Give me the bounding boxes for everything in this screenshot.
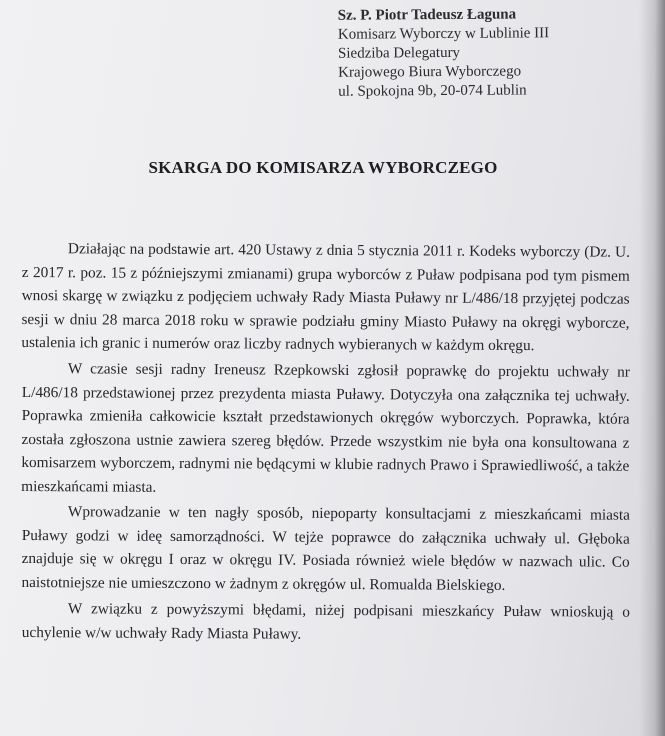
page-edge-shadow [639, 0, 665, 736]
recipient-name: Sz. P. Piotr Tadeusz Łaguna [337, 6, 517, 24]
paragraph: Wprowadzanie w ten nagły sposób, niepoparty konsultacjami z mieszkańcami miasta Puławy godzi w ideę samorządności. W tejże poprawce do załącznika uchwały ul. Głęboka znajduje się w okręgu I oraz w okręgu IV. Posiada również wiele błędów w nazwach ulic. Co naistotniejsze nie umieszczono w żadnym z okręgów ul. Romualda Bielskiego. [21, 503, 630, 595]
paragraph: W związku z powyższymi błędami, niżej podpisani mieszkańcy Puław wnioskują o uchylenie w/w uchwały Rady Miasta Puławy. [21, 600, 630, 643]
document-title: SKARGA DO KOMISARZA WYBORCZEGO [148, 158, 498, 177]
paragraph: W czasie sesji radny Ireneusz Rzepkowski zgłosił poprawkę do projektu uchwały nr L/486/18 przedstawionej przez prezydenta miasta Puławy. Dotyczyła ona załącznika tej uchwały. Poprawka zmieniła całkowicie kształt przedstawionych okręgów wyborczych. Poprawka, która została zgłoszona ustnie zawiera szereg błędów. Przede wszystkim nie była ona konsultowana z komisarzem wyborczem, radnymi nie będącymi w klubie radnych Prawo i Sprawiedliwość, a także mieszkańcami miasta. [21, 360, 630, 497]
recipient-line: Siedziba Delegatury [337, 44, 461, 62]
recipient-line: ul. Spokojna 9b, 20-074 Lublin [338, 82, 527, 100]
paragraph: Działając na podstawie art. 420 Ustawy z dnia 5 stycznia 2011 r. Kodeks wyborczy (Dz. U. z 2017 r. poz. 15 z późniejszymi zmianami) grupa wyborców z Puław podpisana pod tym pismem wnosi skargę w związku z podjęciem uchwały Rady Miasta Puławy nr L/486/18 przyjętej podczas sesji w dniu 28 marca 2018 roku w sprawie podziału gminy Miasto Puławy na okręgi wyborcze, ustalenia ich granic i numerów oraz liczby radnych wybieranych w każdym okręgu. [21, 240, 630, 355]
recipient-line: Komisarz Wyborczy w Lublinie III [337, 25, 550, 43]
recipient-line: Krajowego Biura Wyborczego [338, 63, 522, 81]
recipient-address [338, 5, 550, 101]
